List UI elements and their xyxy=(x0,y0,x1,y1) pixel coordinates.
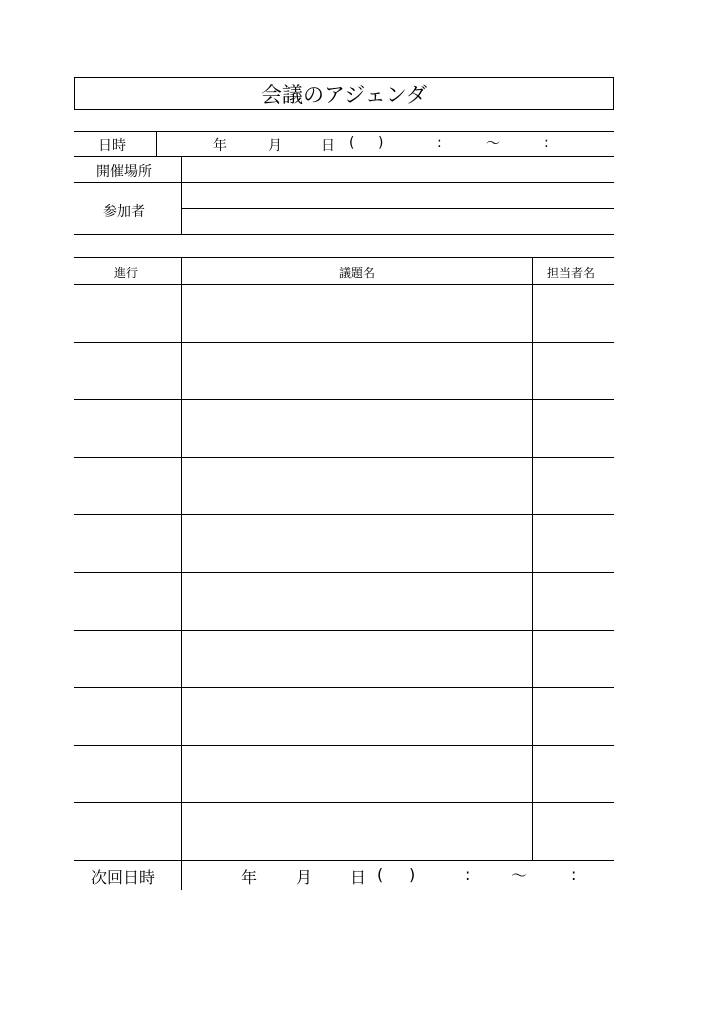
header-top-rule xyxy=(74,131,614,132)
column-header-owner: 担当者名 xyxy=(547,266,596,280)
table-row xyxy=(74,860,614,861)
header-bottom-rule xyxy=(74,234,614,235)
table-row xyxy=(74,572,614,573)
next-date-tilde: 〜 xyxy=(511,866,528,885)
column-header-progress: 進行 xyxy=(114,266,139,280)
date-paren-open: ( xyxy=(349,135,355,151)
date-year: 年 xyxy=(213,138,227,154)
next-date-day: 日 xyxy=(350,868,367,887)
table-row xyxy=(74,514,614,515)
title-box xyxy=(74,77,614,110)
footer-divider xyxy=(181,860,182,890)
table-top-rule xyxy=(74,257,614,258)
header-label-divider xyxy=(181,156,182,234)
attendees-mid-rule xyxy=(182,208,614,209)
date-colon-end: : xyxy=(544,135,549,151)
table-row xyxy=(74,745,614,746)
date-divider xyxy=(156,131,157,156)
date-label: 日時 xyxy=(98,138,126,154)
owner-col-divider xyxy=(532,257,533,860)
progress-col-divider xyxy=(181,257,182,860)
date-tilde: 〜 xyxy=(486,136,500,152)
date-row-rule xyxy=(74,156,614,157)
table-row xyxy=(74,342,614,343)
page-title: 会議のアジェンダ xyxy=(261,82,427,107)
attendees-label: 参加者 xyxy=(103,204,145,220)
next-date-year: 年 xyxy=(241,868,258,887)
table-row xyxy=(74,687,614,688)
column-header-topic: 議題名 xyxy=(339,266,376,280)
table-header-rule xyxy=(74,284,614,285)
date-day: 日 xyxy=(321,138,335,154)
date-month: 月 xyxy=(268,138,282,154)
table-row xyxy=(74,399,614,400)
table-row xyxy=(74,457,614,458)
table-row xyxy=(74,802,614,803)
date-colon-start: : xyxy=(437,135,442,151)
table-row xyxy=(74,630,614,631)
venue-row-rule xyxy=(74,182,614,183)
next-date-month: 月 xyxy=(296,868,313,887)
next-date-paren-open: ( xyxy=(377,865,384,884)
next-date-colon-end: : xyxy=(571,865,577,884)
venue-label: 開催場所 xyxy=(96,164,152,180)
next-date-paren-close: ) xyxy=(409,865,416,884)
next-date-label: 次回日時 xyxy=(91,868,156,887)
date-paren-close: ) xyxy=(378,135,384,151)
next-date-colon-start: : xyxy=(465,865,471,884)
